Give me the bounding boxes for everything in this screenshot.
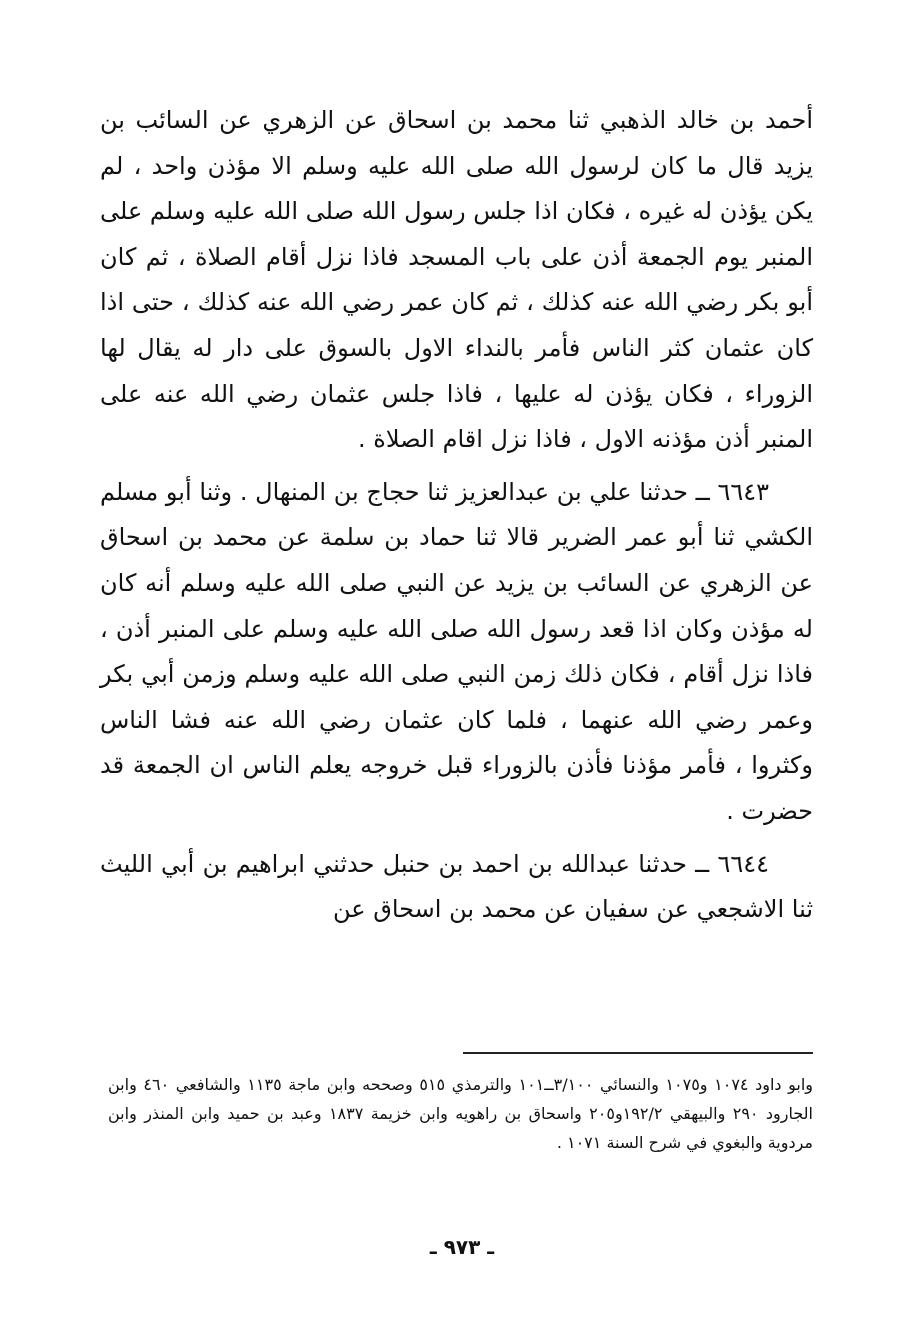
paragraph-continuation: أحمد بن خالد الذهبي ثنا محمد بن اسحاق عن الزهري عن السائب بن يزيد قال ما كان لرسول الله صلى الله عليه وسلم الا مؤذن واحد ، لم يكن يؤذن له غيره ، فكان اذا جلس رسول الله صلى الله عليه وسلم على المنبر يوم الجمعة أذن على باب المسجد فاذا نزل أقام الصلاة ، ثم كان أبو بكر رضي الله عنه كذلك ، ثم كان عمر رضي الله عنه كذلك ، حتى اذا كان عثمان كثر الناس فأمر بالنداء الاول بالسوق على دار له يقال لها الزوراء ، فكان يؤذن له عليها ، فاذا جلس عثمان رضي الله عنه على المنبر أذن مؤذنه الاول ، فاذا نزل اقام الصلاة .	[100, 106, 813, 454]
main-text	[100, 98, 813, 933]
paragraph-hadith-6644: ٦٦٤٤ ــ حدثنا عبدالله بن احمد بن حنبل حدثني ابراهيم بن أبي الليث ثنا الاشجعي عن سفيان عن محمد بن اسحاق عن	[100, 849, 813, 924]
footnote-text: وابو داود ١٠٧٤ و١٠٧٥ والنسائي ٣/١٠٠ــ١٠١ والترمذي ٥١٥ وصححه وابن ماجة ١١٣٥ والشافعي ٤٦٠ وابن الجارود ٢٩٠ والبيهقي ١٩٢/٢و٢٠٥ واسحاق بن راهويه وابن خزيمة ١٨٣٧ وعبد بن حميد وابن المنذر وابن مردوية والبغوي في شرح السنة ١٠٧١ .	[108, 1075, 814, 1152]
footnote-separator	[463, 1052, 813, 1054]
page-number: ـ ٩٧٣ ـ	[429, 1235, 495, 1259]
footnote-block	[108, 1070, 813, 1157]
paragraph-hadith-6643: ٦٦٤٣ ــ حدثنا علي بن عبدالعزيز ثنا حجاج بن المنهال . وثنا أبو مسلم الكشي ثنا أبو عمر الضرير قالا ثنا حماد بن سلمة عن محمد بن اسحاق عن الزهري عن السائب بن يزيد عن النبي صلى الله عليه وسلم أنه كان له مؤذن وكان اذا قعد رسول الله صلى الله عليه وسلم على المنبر أذن ، فاذا نزل أقام ، فكان ذلك زمن النبي صلى الله عليه وسلم وزمن أبي بكر وعمر رضي الله عنهما ، فلما كان عثمان رضي الله عنه فشا الناس وكثروا ، فأمر مؤذنا فأذن بالزوراء قبل خروجه يعلم الناس ان الجمعة قد حضرت .	[100, 477, 813, 825]
